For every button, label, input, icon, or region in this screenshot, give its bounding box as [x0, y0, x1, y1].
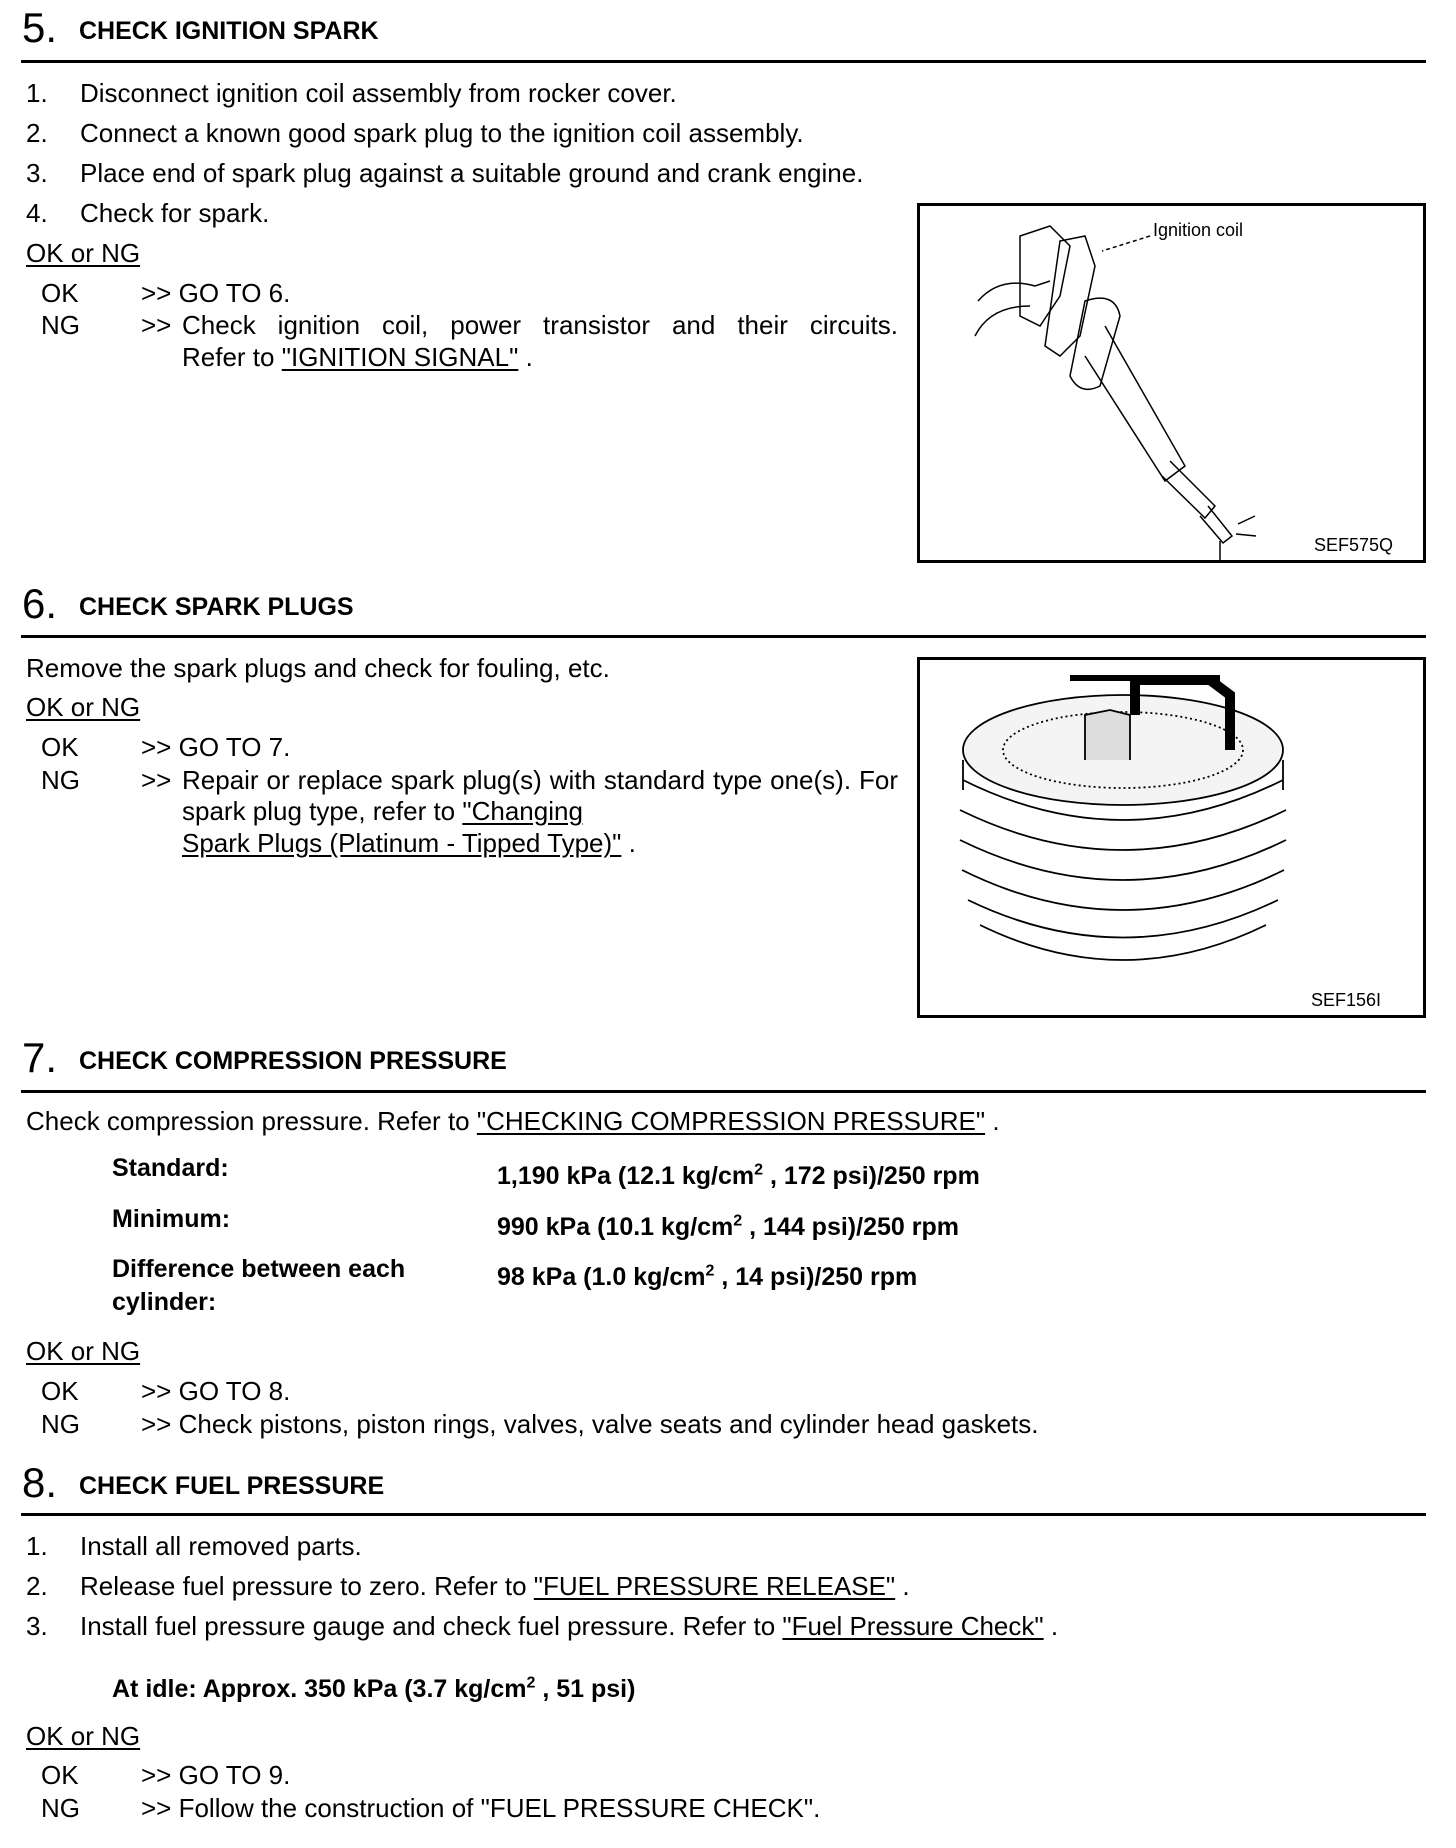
superscript: 2	[733, 1212, 743, 1230]
list-number: 1.	[26, 1531, 48, 1561]
superscript: 2	[705, 1262, 715, 1280]
ignition-coil-callout: Ignition coil	[1153, 220, 1244, 240]
value: 98 kPa (1.0 kg/cm	[497, 1263, 706, 1291]
spark-plug-illustration	[920, 660, 1423, 1015]
list-item: Place end of spark plug against a suitable ground and crank engine.	[80, 158, 864, 188]
spec-label-difference-2: cylinder:	[112, 1288, 217, 1316]
list-number: 4.	[26, 198, 48, 228]
item-text: Install fuel pressure gauge and check fuel pressure. Refer to	[80, 1611, 783, 1641]
list-item: Connect a known good spark plug to the ignition coil assembly.	[80, 118, 804, 148]
checking-compression-pressure-link[interactable]: "CHECKING COMPRESSION PRESSURE"	[476, 1106, 986, 1136]
value-end: , 172 psi)/250 rpm	[763, 1162, 980, 1190]
step-8-divider	[21, 1513, 1426, 1516]
ok-label: OK	[41, 1376, 79, 1406]
spec-label-standard: Standard:	[112, 1154, 229, 1182]
spec-value-difference	[497, 1262, 917, 1292]
list-item	[80, 1611, 1058, 1641]
step-7-divider	[21, 1090, 1426, 1093]
spark-plug-figure	[917, 657, 1426, 1018]
list-number: 1.	[26, 78, 48, 108]
spec-value-minimum	[497, 1212, 959, 1242]
list-number: 2.	[26, 118, 48, 148]
ng-action	[182, 765, 898, 827]
period: .	[895, 1571, 910, 1601]
value: 1,190 kPa (12.1 kg/cm	[497, 1162, 755, 1190]
ng-refer	[182, 342, 533, 372]
period: .	[1043, 1611, 1059, 1641]
ng-text: Repair or replace spark plug(s) with standard type one(s). For spark plug type, refer to	[182, 765, 898, 826]
value: 990 kPa (10.1 kg/cm	[497, 1213, 734, 1241]
ng-label: NG	[41, 1793, 80, 1823]
ng-action: Check ignition coil, power transistor and their circuits.	[182, 310, 898, 340]
ok-or-ng-heading: OK or NG	[26, 692, 141, 722]
step-5-divider	[21, 60, 1426, 63]
spec-label-difference: Difference between each	[112, 1255, 406, 1283]
ok-or-ng-heading: OK or NG	[26, 1721, 141, 1751]
step-6-number: 6.	[22, 580, 58, 627]
ok-label: OK	[41, 278, 79, 308]
list-item: Disconnect ignition coil assembly from rocker cover.	[80, 78, 677, 108]
period: .	[628, 828, 636, 858]
list-item	[80, 1571, 910, 1601]
period: .	[992, 1106, 1000, 1136]
list-item: Install all removed parts.	[80, 1531, 362, 1561]
superscript: 2	[526, 1674, 536, 1692]
ok-action: >> GO TO 6.	[141, 278, 291, 308]
intro-text: Check compression pressure. Refer to	[26, 1106, 470, 1136]
step-5-title: CHECK IGNITION SPARK	[79, 17, 379, 45]
changing-spark-plugs-link[interactable]: "Changing	[462, 796, 583, 826]
spec-value-standard	[497, 1161, 980, 1191]
step-7-number: 7.	[22, 1034, 58, 1081]
spec-label-minimum: Minimum:	[112, 1205, 231, 1233]
ok-or-ng-heading: OK or NG	[26, 238, 141, 268]
idle-pressure-spec	[112, 1674, 635, 1704]
ng-action: >> Check pistons, piston rings, valves, valve seats and cylinder head gaskets.	[141, 1409, 1039, 1439]
step-6-title: CHECK SPARK PLUGS	[79, 593, 354, 621]
period: .	[525, 342, 533, 372]
ignition-signal-link[interactable]: "IGNITION SIGNAL"	[281, 342, 519, 372]
item-text: Release fuel pressure to zero. Refer to	[80, 1571, 534, 1601]
step-6-divider	[21, 635, 1426, 638]
ng-label: NG	[41, 1409, 80, 1439]
step-7-title: CHECK COMPRESSION PRESSURE	[79, 1047, 507, 1075]
ok-action: >> GO TO 7.	[141, 732, 291, 762]
figure-code: SEF156I	[1310, 990, 1381, 1010]
refer-text: Refer to	[182, 342, 275, 372]
ok-action: >> GO TO 9.	[141, 1760, 291, 1790]
list-number: 3.	[26, 1611, 48, 1641]
value-end: , 144 psi)/250 rpm	[742, 1213, 959, 1241]
step-6-intro: Remove the spark plugs and check for fouling, etc.	[26, 653, 610, 683]
value-end: , 14 psi)/250 rpm	[714, 1263, 918, 1291]
list-number: 3.	[26, 158, 48, 188]
ng-label: NG	[41, 765, 80, 795]
ng-arrow: >>	[141, 310, 172, 340]
step-7-intro	[26, 1106, 1000, 1136]
ignition-coil-illustration	[920, 206, 1423, 560]
step-5-number: 5.	[22, 4, 58, 51]
fuel-pressure-release-link[interactable]: "FUEL PRESSURE RELEASE"	[533, 1571, 896, 1601]
step-8-number: 8.	[22, 1459, 58, 1506]
step-8-title: CHECK FUEL PRESSURE	[79, 1472, 385, 1500]
ng-arrow: >>	[141, 765, 172, 795]
ignition-coil-figure	[917, 203, 1426, 563]
ok-action: >> GO TO 8.	[141, 1376, 291, 1406]
figure-code: SEF575Q	[1313, 535, 1393, 555]
ok-or-ng-heading: OK or NG	[26, 1336, 141, 1366]
list-number: 2.	[26, 1571, 48, 1601]
fuel-pressure-check-link[interactable]: "Fuel Pressure Check"	[782, 1611, 1044, 1641]
value-end: , 51 psi)	[535, 1675, 636, 1703]
ok-label: OK	[41, 1760, 79, 1790]
value: At idle: Approx. 350 kPa (3.7 kg/cm	[112, 1675, 527, 1703]
ok-label: OK	[41, 732, 79, 762]
ng-action: >> Follow the construction of "FUEL PRESSURE CHECK".	[141, 1793, 821, 1823]
ng-label: NG	[41, 310, 80, 340]
list-item: Check for spark.	[80, 198, 270, 228]
ng-link-line	[182, 828, 636, 858]
superscript: 2	[754, 1161, 764, 1179]
changing-spark-plugs-link-2[interactable]: Spark Plugs (Platinum - Tipped Type)"	[182, 828, 622, 858]
